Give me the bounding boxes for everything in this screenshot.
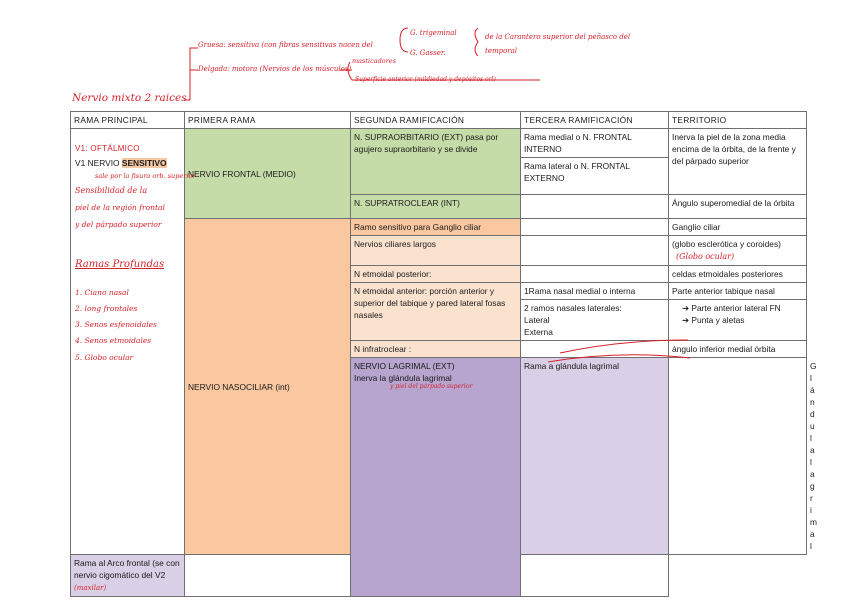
ramos-laterales-text: 2 ramos nasales laterales: xyxy=(524,303,622,313)
note-sale-fisura: sale por la fisura orb. superior xyxy=(95,172,196,180)
cell-rama-medial: Rama medial o N. FRONTAL INTERNO xyxy=(521,129,669,158)
note-gruesa: Gruesa: sensitiva (con fibras sensitivas nacen del xyxy=(198,41,373,49)
note-borde: de la Carantero superior del peñasco del temporal xyxy=(485,33,631,55)
cell-tercera-empty xyxy=(521,219,669,236)
rama-5: 5. Globo ocular xyxy=(75,353,134,362)
cell-territorio-tabique: Parte anterior tabique nasal xyxy=(669,283,807,300)
cell-tercera-empty xyxy=(521,266,669,283)
cell-tercera-empty xyxy=(521,236,669,266)
sensitivo-highlight: SENSITIVO xyxy=(121,158,167,168)
note-g-trigeminal: G. trigeminal xyxy=(410,29,457,37)
cell-territorio-ciliares: (globo esclerótica y coroides)(Globo ocular) xyxy=(669,236,807,266)
cell-nervio-frontal: NERVIO FRONTAL (MEDIO) xyxy=(185,129,351,219)
cell-territorio-etmoidal-post: celdas etmoidales posteriores xyxy=(669,266,807,283)
header-primera-rama: PRIMERA RAMA xyxy=(185,112,351,129)
cell-tercera-empty xyxy=(521,341,669,358)
note-delgada: Delgada: motora (Nervios de los músculos) xyxy=(198,65,352,73)
nerve-table xyxy=(70,111,817,597)
cell-tercera-empty xyxy=(669,358,807,555)
territorio-fn-line: ➔ Parte anterior lateral FN xyxy=(682,303,781,313)
cell-territorio-fn xyxy=(669,300,807,341)
cell-territorio-empty xyxy=(521,555,669,597)
note-sensibilidad: Sensibilidad de la xyxy=(75,186,148,195)
note-maxilar: (maxilar) xyxy=(74,584,107,592)
cell-ramos-laterales xyxy=(521,300,669,341)
note-oftalmico: V1: OFTÁLMICO xyxy=(75,144,140,153)
cell-infratroclear: N infratroclear : xyxy=(351,341,521,358)
cell-territorio-frente: Inerva la piel de la zona media encima de la órbita, de la frente y del párpado superior xyxy=(669,129,807,195)
territorio-punta-line: ➔ Punta y aletas xyxy=(682,315,745,325)
ramas-profundas-title: Ramas Profundas xyxy=(75,259,165,270)
rama-3: 3. Senos esfenoidales xyxy=(75,320,157,329)
cell-supraorbitario: N. SUPRAORBITARIO (EXT) pasa por agujero supraorbitario y se divide xyxy=(351,129,521,195)
cell-rama-glandula: Rama a glándula lagrimal xyxy=(521,358,669,555)
rama-1: 1. Ciano nasal xyxy=(75,288,129,297)
note-g-gasser: G. Gasser. xyxy=(410,49,446,57)
note-nervio-mixto: Nervio mixto 2 raices xyxy=(72,92,187,104)
cell-nervio-lagrimal xyxy=(351,358,521,597)
cell-supratroclear: N. SUPRATROCLEAR (INT) xyxy=(351,195,521,219)
externa-text: Externa xyxy=(524,327,553,337)
lagrimal-inerva: Inerva la glándula lagrimal xyxy=(354,373,452,383)
note-globo-ocular: (Globo ocular) xyxy=(676,252,735,261)
cell-tercera-empty xyxy=(185,555,351,597)
table-row: NERVIO LAGRIMAL (EXT) Inerva la glándula lagrimal y piel del párpado superior Rama a glándula lagrimal Glándula lagrimal xyxy=(71,358,807,555)
cell-rama-arco: Rama al Arco frontal (se con nervio cigomático del V2 (maxilar) xyxy=(71,555,185,597)
header-territorio: TERRITORIO xyxy=(669,112,807,129)
cell-rama-principal xyxy=(71,129,196,555)
cell-nervio-nasociliar: NERVIO NASOCILIAR (int) xyxy=(185,219,351,555)
note-superficie: Superficie anterior (mildiedad y depósitos orl) xyxy=(355,76,496,83)
header-rama-principal: RAMA PRINCIPAL xyxy=(71,112,185,129)
rama-4: 4. Senos etmoidales xyxy=(75,336,152,345)
cell-tercera-empty xyxy=(521,195,669,219)
note-piel-frontal: piel de la región frontal xyxy=(75,203,165,212)
cell-territorio-supratroclear: Ángulo superomedial de la órbita xyxy=(669,195,807,219)
cell-territorio-ganglio: Ganglio ciliar xyxy=(669,219,807,236)
cell-rama-lateral: Rama lateral o N. FRONTAL EXTERNO xyxy=(521,158,669,195)
note-parpado-superior: y del párpado superior xyxy=(75,220,162,229)
cell-etmoidal-posterior: N etmoidal posterior: xyxy=(351,266,521,283)
v1-nervio-sensitivo: V1 NERVIO SENSITIVO xyxy=(75,158,167,168)
lateral-text: Lateral xyxy=(524,315,550,325)
header-segunda-ramificacion: SEGUNDA RAMIFICACIÓN xyxy=(351,112,521,129)
cell-rama-nasal-medial: 1Rama nasal medial o interna xyxy=(521,283,669,300)
rama-2: 2. long frontales xyxy=(75,304,138,313)
cell-territorio-infratroclear: ángulo inferior medial órbita xyxy=(669,341,807,358)
lagrimal-title: NERVIO LAGRIMAL (EXT) xyxy=(354,361,455,371)
cell-etmoidal-anterior: N etmoidal anterior: porción anterior y superior del tabique y pared lateral fosas nasales xyxy=(351,283,521,341)
header-row xyxy=(71,112,807,129)
note-masticadores: masticadores xyxy=(352,57,396,65)
table-row xyxy=(71,129,807,158)
note-lagrimal-parpado: y piel del párpado superior xyxy=(390,383,473,390)
header-tercera-ramificacion: TERCERA RAMIFICACIÓN xyxy=(521,112,669,129)
cell-ciliares-largos: Nervios ciliares largos xyxy=(351,236,521,266)
cell-ramo-sensitivo: Ramo sensitivo para Ganglio ciliar xyxy=(351,219,521,236)
